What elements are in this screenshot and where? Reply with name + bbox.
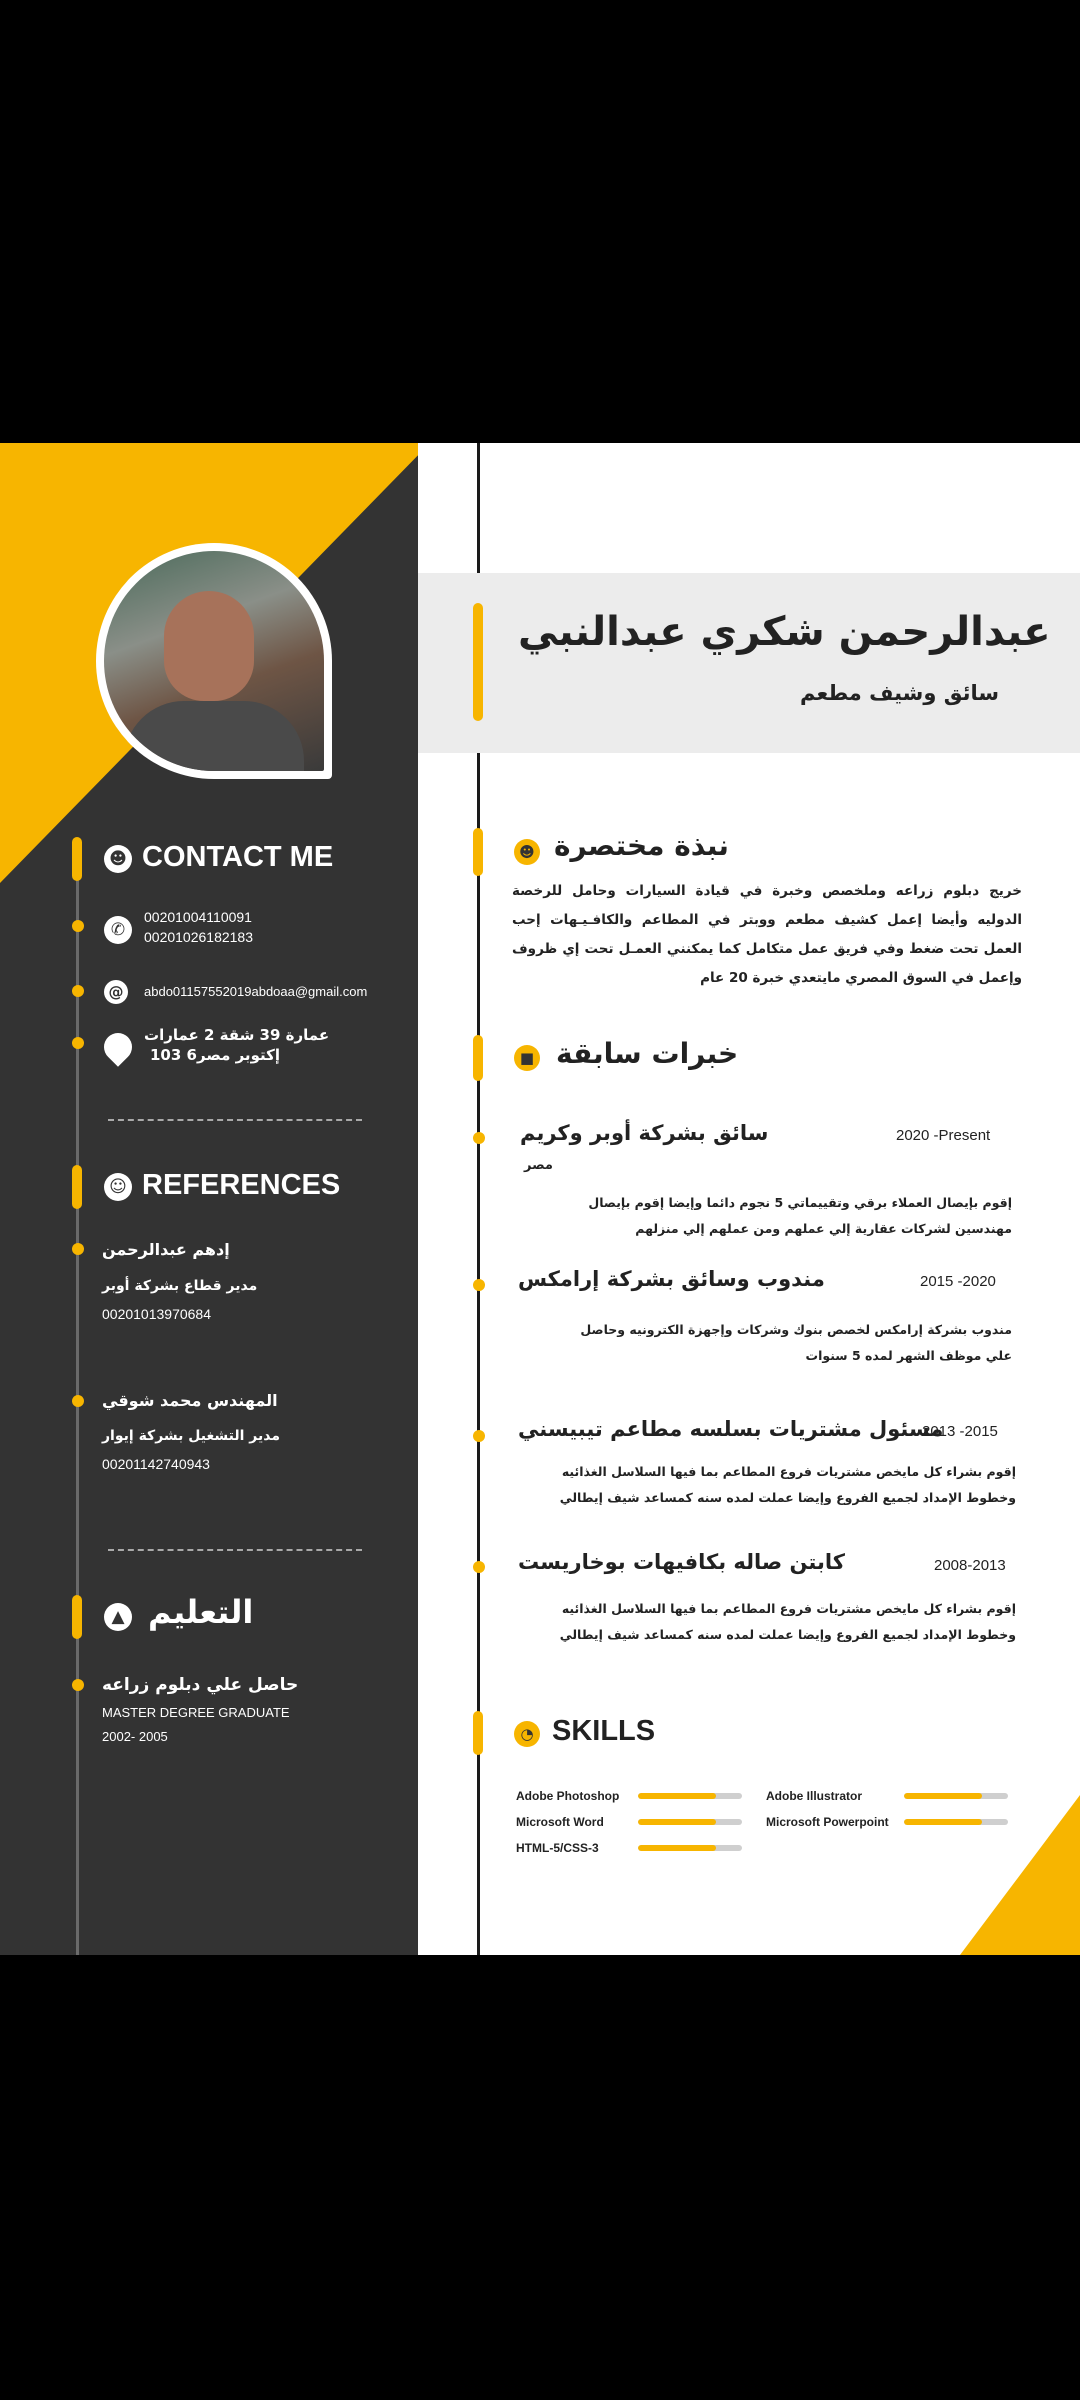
education-subtitle: MASTER DEGREE GRADUATE	[102, 1705, 290, 1720]
divider	[108, 1549, 362, 1551]
skill-bar	[638, 1845, 742, 1851]
timeline-dot	[72, 1037, 84, 1049]
skill-name: Microsoft Word	[516, 1815, 604, 1829]
skill-name: Microsoft Powerpoint	[766, 1815, 889, 1829]
education-degree: حاصل علي دبلوم زراعه	[102, 1675, 299, 1695]
contact-title: CONTACT ME	[142, 841, 334, 873]
phone-number-2[interactable]: 00201026182183	[144, 929, 254, 945]
job-description-line: علي موظف الشهر لمده 5 سنوات	[805, 1348, 1012, 1363]
graduation-cap-icon: ▲	[104, 1603, 132, 1631]
timeline-dot	[473, 1561, 485, 1573]
phone-icon: ✆	[104, 916, 132, 944]
person-job-title: سائق وشيف مطعم	[800, 681, 1000, 705]
job-description-line: وخطوط الإمداد لجميع الفروع وإيضا عملت لمده سنه كمساعد شيف إيطالي	[559, 1627, 1016, 1642]
skill-bar	[638, 1819, 742, 1825]
section-marker	[72, 1165, 82, 1209]
user-circle-icon: ☻	[104, 845, 132, 873]
job-date: 2008-2013	[934, 1557, 1006, 1574]
experience-title: خبرات سابقة	[556, 1037, 739, 1070]
reference-role: مدير قطاع بشركة أوبر	[102, 1278, 258, 1294]
job-title: كابتن صاله بكافيهات بوخاريست	[518, 1550, 845, 1574]
job-date: 2015 -2020	[920, 1273, 996, 1290]
job-date: 2013 -2015	[922, 1423, 998, 1440]
reference-role: مدير التشغيل بشركة إيوار	[102, 1428, 281, 1444]
reference-name: إدهم عبدالرحمن	[102, 1240, 230, 1259]
skill-name: Adobe Photoshop	[516, 1789, 620, 1803]
job-title: سائق بشركة أوبر وكريم	[520, 1121, 769, 1145]
job-title: مسئول مشتريات بسلسه مطاعم تيبيسني	[518, 1417, 944, 1441]
reference-phone[interactable]: 00201013970684	[102, 1306, 212, 1322]
skill-bar-fill	[638, 1845, 716, 1851]
skill-bar	[638, 1793, 742, 1799]
user-icon: ☻	[514, 839, 540, 865]
job-description-line: إقوم بشراء كل مايخص مشتريات فروع المطاعم بما فيها السلاسل الغذائيه	[561, 1464, 1016, 1479]
section-marker	[72, 837, 82, 881]
email-address[interactable]: abdo01157552019abdoaa@gmail.com	[144, 984, 368, 999]
references-title: REFERENCES	[142, 1169, 341, 1201]
timeline-dot	[72, 985, 84, 997]
section-marker	[473, 1035, 483, 1081]
section-marker	[72, 1595, 82, 1639]
skill-bar	[904, 1793, 1008, 1799]
person-name: عبدالرحمن شكري عبدالنبي	[518, 609, 1051, 655]
job-description-line: وخطوط الإمداد لجميع الفروع وإيضا عملت لمده سنه كمساعد شيف إيطالي	[559, 1490, 1016, 1505]
group-icon: ☺	[104, 1173, 132, 1201]
resume-page	[0, 443, 1080, 1955]
timeline-dot	[72, 920, 84, 932]
phone-number-1[interactable]: 00201004110091	[144, 909, 252, 925]
skills-title: SKILLS	[552, 1715, 656, 1747]
skill-name: HTML-5/CSS-3	[516, 1841, 599, 1855]
sidebar	[0, 443, 418, 1955]
timeline-dot	[473, 1132, 485, 1144]
reference-name: المهندس محمد شوقي	[102, 1391, 278, 1410]
section-marker	[473, 1711, 483, 1755]
timeline-dot	[72, 1243, 84, 1255]
job-location: مصر	[524, 1158, 553, 1173]
pie-chart-icon: ◔	[514, 1721, 540, 1747]
summary-title: نبذة مختصرة	[554, 829, 729, 862]
profile-photo	[104, 551, 324, 771]
at-icon: @	[104, 980, 128, 1004]
skill-bar	[904, 1819, 1008, 1825]
timeline-dot	[473, 1430, 485, 1442]
summary-text: خريج دبلوم زراعه وملخصص وخبرة في قيادة السيارات وحامل للرخصة الدوليه وأيضا إعمل كشيف مطعم ووبتر في المطاعم والكافـيـهات إحب العمل تحت ضغط وفي فريق عمل متكامل كما يمكنني العمـل تحت إي ظروف وإعمل في السوق المصري مايتعدي خبرة 20 عام	[512, 883, 1022, 986]
job-description-line: إقوم بإيصال العملاء برقي وتقييماتي 5 نجوم دائما وإيضا إقوم بإيصال	[588, 1195, 1012, 1210]
skill-bar-fill	[638, 1793, 716, 1799]
education-title: التعليم	[148, 1593, 254, 1631]
section-marker	[473, 828, 483, 876]
briefcase-icon: ■	[514, 1045, 540, 1071]
job-description-line: إقوم بشراء كل مايخص مشتريات فروع المطاعم بما فيها السلاسل الغذائيه	[561, 1601, 1016, 1616]
job-date: 2020 -Present	[896, 1127, 991, 1144]
education-years: 2002- 2005	[102, 1729, 168, 1744]
header-band	[418, 573, 1080, 753]
skill-bar-fill	[904, 1793, 982, 1799]
job-description-line: مندوب بشركة إرامكس لخصص بنوك وشركات وإجهزة الكترونيه وحاصل	[580, 1322, 1012, 1337]
divider	[108, 1119, 362, 1121]
reference-phone[interactable]: 00201142740943	[102, 1456, 210, 1472]
location-pin-icon	[98, 1027, 138, 1067]
address-line-2: إكتوبر مصر6 103	[150, 1046, 280, 1064]
header-marker	[473, 603, 483, 721]
address-line-1: عمارة 39 شقة 2 عمارات	[144, 1026, 330, 1044]
timeline-dot	[473, 1279, 485, 1291]
skill-name: Adobe Illustrator	[766, 1789, 863, 1803]
timeline-dot	[72, 1395, 84, 1407]
skill-bar-fill	[638, 1819, 716, 1825]
job-title: مندوب وسائق بشركة إرامكس	[518, 1267, 825, 1291]
job-description-line: مهندسين لشركات عقارية إلي عملهم ومن عملهم إلي منزلهم	[635, 1221, 1012, 1236]
skill-bar-fill	[904, 1819, 982, 1825]
timeline-dot	[72, 1679, 84, 1691]
